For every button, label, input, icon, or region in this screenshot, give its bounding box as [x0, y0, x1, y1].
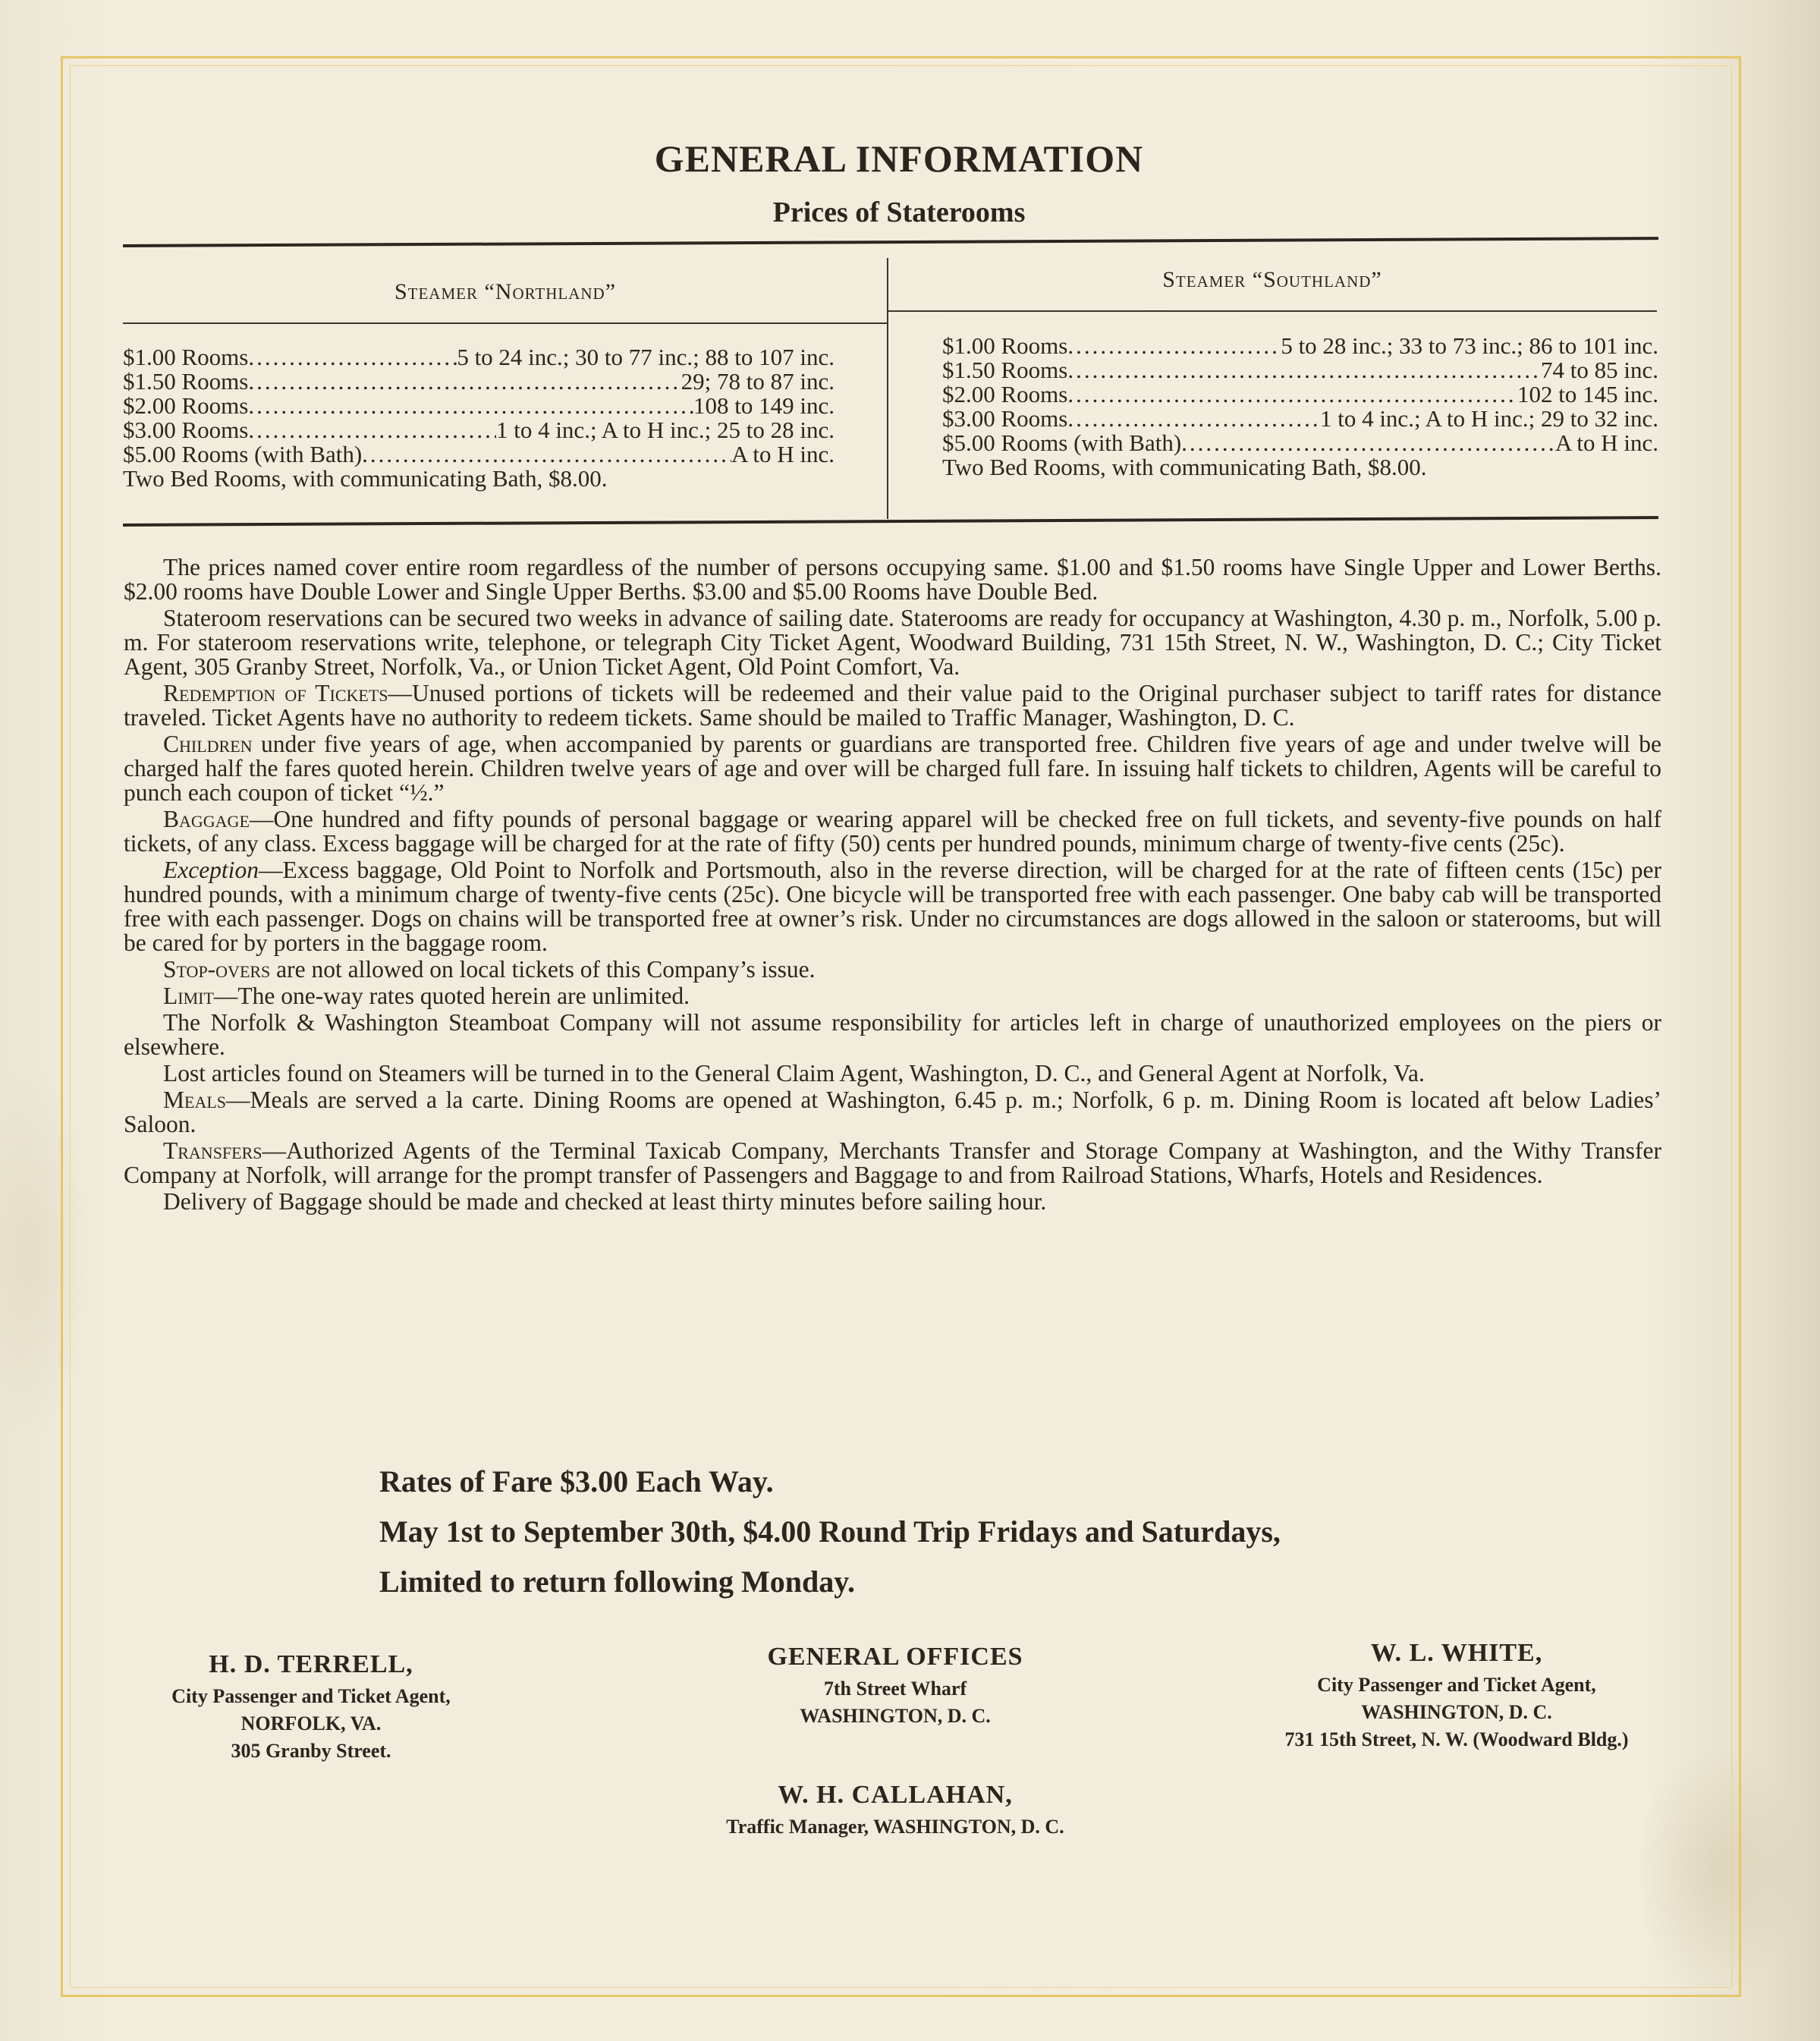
room-price-row	[942, 407, 1658, 431]
room-numbers: 108 to 149 inc.	[693, 392, 835, 419]
prices-paragraph: The prices named cover entire room regardless of the number of persons occupying same. $1.00 and $1.50 rooms have Single Upper and Lower Berths. $2.00 rooms have Double Lower and Single Upper Berths. $3.00 and $5.00 Rooms have Double Bed.	[124, 554, 1661, 605]
room-numbers: 1 to 4 inc.; A to H inc.; 25 to 28 inc.	[495, 417, 835, 443]
room-price: $5.00 Rooms (with Bath)	[942, 429, 1182, 456]
agent-title: City Passenger and Ticket Agent,	[1317, 1674, 1596, 1696]
agent-name: W. L. WHITE,	[1370, 1639, 1543, 1667]
paragraph-lead: Stop-overs	[163, 956, 271, 983]
leader-dots	[1181, 431, 1555, 455]
rate-line-each-way: Rates of Fare $3.00 Each Way.	[379, 1464, 774, 1499]
offices-city: WASHINGTON, D. C.	[800, 1705, 991, 1727]
rate-line-round-trip: May 1st to September 30th, $4.00 Round Trip Fridays and Saturdays,	[379, 1514, 1281, 1549]
lost-articles-paragraph: Lost articles found on Steamers will be turned in to the General Claim Agent, Washington, D. C., and General Agent at Norfolk, Va.	[163, 1060, 1425, 1087]
agent-city: WASHINGTON, D. C.	[1361, 1701, 1552, 1723]
room-price-row	[942, 358, 1658, 382]
room-price-row	[123, 370, 835, 394]
paragraph-body: —Meals are served a la carte. Dining Rooms are opened at Washington, 6.45 p. m.; Norfolk, 6 p. m. Dining Room is located aft below Ladies’ Saloon.	[124, 1087, 1661, 1137]
reservations-paragraph: Stateroom reservations can be secured two weeks in advance of sailing date. Staterooms are ready for occupancy at Washington, 4.30 p. m., Norfolk, 5.00 p. m. For stateroom reservations write, telephone, or telegraph City Ticket Agent, Woodward Building, 731 15th Street, N. W., Washington, D. C.; City Ticket Agent, 305 Granby Street, Norfolk, Va., or Union Ticket Agent, Old Point Comfort, Va.	[124, 605, 1661, 680]
leader-dots	[1067, 407, 1320, 431]
paragraph-lead: Meals	[163, 1087, 227, 1113]
room-numbers: 5 to 28 inc.; 33 to 73 inc.; 86 to 101 inc.	[1281, 332, 1658, 359]
stop-overs-paragraph	[124, 958, 1661, 982]
room-price-row	[123, 394, 835, 418]
paragraph-lead: Exception	[163, 857, 259, 883]
room-numbers: 102 to 145 inc.	[1517, 381, 1658, 407]
paragraph-body: under five years of age, when accompanied by parents or guardians are transported free. Children five years of age and under twelve will be charged half the fares quoted herein. Children twelve years of age and over will be charged full fare. In issuing half tickets to children, Agents will be careful to punch each coupon of ticket “½.”	[124, 731, 1661, 806]
room-numbers: A to H inc.	[1554, 429, 1658, 456]
agent-name: H. D. TERRELL,	[209, 1650, 413, 1678]
delivery-paragraph: Delivery of Baggage should be made and checked at least thirty minutes before sailing hour.	[163, 1188, 1047, 1215]
traffic-manager	[630, 1777, 1161, 1841]
room-numbers: 29; 78 to 87 inc.	[681, 368, 835, 395]
room-price: $3.00 Rooms	[123, 417, 249, 443]
paragraph-lead: Transfers	[163, 1137, 262, 1164]
agent-white	[1214, 1635, 1699, 1753]
southland-header-rule	[888, 310, 1657, 312]
exception-paragraph	[124, 858, 1661, 955]
paragraph-lead: Redemption of Tickets	[163, 680, 388, 706]
leader-dots	[248, 418, 496, 442]
leader-dots	[248, 394, 693, 418]
room-numbers: 5 to 24 inc.; 30 to 77 inc.; 88 to 107 inc.	[457, 344, 835, 370]
leader-dots	[1067, 382, 1517, 407]
northland-heading: Steamer “Northland”	[394, 279, 617, 304]
room-price-row	[123, 418, 835, 442]
agent-address: 305 Granby Street.	[231, 1740, 391, 1762]
paragraph-body: are not allowed on local tickets of this Company’s issue.	[270, 956, 816, 983]
rate-line-limit: Limited to return following Monday.	[379, 1565, 856, 1599]
leader-dots	[362, 442, 731, 467]
general-information-text	[124, 555, 1661, 1216]
page-subtitle: Prices of Staterooms	[772, 197, 1026, 228]
responsibility-paragraph: The Norfolk & Washington Steamboat Company will not assume responsibility for articles left in charge of unauthorized employees on the piers or elsewhere.	[124, 1009, 1661, 1060]
baggage-paragraph	[124, 807, 1661, 856]
room-price: $1.00 Rooms	[942, 332, 1068, 359]
room-numbers: 1 to 4 inc.; A to H inc.; 29 to 32 inc.	[1319, 405, 1658, 432]
paragraph-lead: Limit	[163, 983, 214, 1009]
general-offices	[706, 1639, 1085, 1730]
room-price-row	[942, 334, 1658, 358]
room-price: $2.00 Rooms	[123, 392, 249, 419]
room-price: $2.00 Rooms	[942, 381, 1068, 407]
paragraph-body: —Excess baggage, Old Point to Norfolk and Portsmouth, also in the reverse direction, will be charged for at the rate of fifteen cents (15c) per hundred pounds, with a minimum charge of twenty-five cents (25c). One bicycle will be transported free with each passenger. One baby cab will be transported free with each passenger. Dogs on chains will be transported free at owner’s risk. Under no circumstances are dogs allowed in the saloon or staterooms, but will be cared for by porters in the baggage room.	[124, 857, 1661, 956]
paragraph-body: —The one-way rates quoted herein are unlimited.	[213, 983, 690, 1009]
agent-terrell	[114, 1646, 508, 1765]
room-price-row	[123, 442, 835, 467]
room-price-row	[123, 345, 835, 370]
fare-rates	[379, 1457, 1281, 1607]
paragraph-lead: Baggage	[163, 806, 250, 832]
two-bed-note: Two Bed Rooms, with communicating Bath, $8.00.	[942, 454, 1427, 480]
room-price: $5.00 Rooms (with Bath)	[123, 441, 363, 467]
leader-dots	[1067, 358, 1541, 382]
leader-dots	[248, 370, 681, 394]
offices-heading: GENERAL OFFICES	[767, 1643, 1023, 1671]
room-price: $3.00 Rooms	[942, 405, 1068, 432]
paragraph-lead: Children	[163, 731, 253, 757]
room-numbers: A to H inc.	[731, 441, 835, 467]
room-price: $1.50 Rooms	[942, 357, 1068, 383]
agent-city: NORFOLK, VA.	[240, 1712, 382, 1734]
redemption-paragraph	[124, 681, 1661, 730]
room-price-row	[942, 382, 1658, 407]
room-numbers: 74 to 85 inc.	[1541, 357, 1658, 383]
northland-room-list	[123, 345, 835, 491]
leader-dots	[248, 345, 457, 370]
room-price-row	[942, 431, 1658, 455]
meals-paragraph	[124, 1088, 1661, 1137]
paragraph-body: —Unused portions of tickets will be redeemed and their value paid to the Original purchaser subject to tariff rates for distance traveled. Ticket Agents have no authority to redeem tickets. Same should be mailed to Traffic Manager, Washington, D. C.	[124, 680, 1661, 731]
paragraph-body: —One hundred and fifty pounds of personal baggage or wearing apparel will be checked free on full tickets, and seventy-five pounds on half tickets, of any class. Excess baggage will be charged for at the rate of fifty (50) cents per hundred pounds, minimum charge of twenty-five cents (25c).	[124, 806, 1661, 857]
room-price: $1.00 Rooms	[123, 344, 249, 370]
limit-paragraph	[124, 984, 1661, 1008]
southland-room-list	[942, 334, 1658, 480]
two-bed-note: Two Bed Rooms, with communicating Bath, $8.00.	[123, 465, 608, 492]
agent-address: 731 15th Street, N. W. (Woodward Bldg.)	[1284, 1728, 1629, 1750]
offices-line: 7th Street Wharf	[823, 1678, 967, 1700]
agent-title: City Passenger and Ticket Agent,	[171, 1685, 451, 1707]
manager-name: W. H. CALLAHAN,	[778, 1781, 1013, 1809]
page-title: GENERAL INFORMATION	[654, 137, 1144, 180]
children-paragraph	[124, 732, 1661, 805]
northland-header-rule	[123, 322, 888, 324]
room-price: $1.50 Rooms	[123, 368, 249, 395]
paragraph-body: —Authorized Agents of the Terminal Taxicab Company, Merchants Transfer and Storage Company at Washington, and the Withy Transfer Company at Norfolk, will arrange for the prompt transfer of Passengers and Baggage to and from Railroad Stations, Wharfs, Hotels and Residences.	[124, 1137, 1661, 1188]
leader-dots	[1067, 334, 1281, 358]
manager-title: Traffic Manager, WASHINGTON, D. C.	[726, 1816, 1064, 1838]
transfers-paragraph	[124, 1139, 1661, 1187]
southland-heading: Steamer “Southland”	[1162, 267, 1382, 292]
